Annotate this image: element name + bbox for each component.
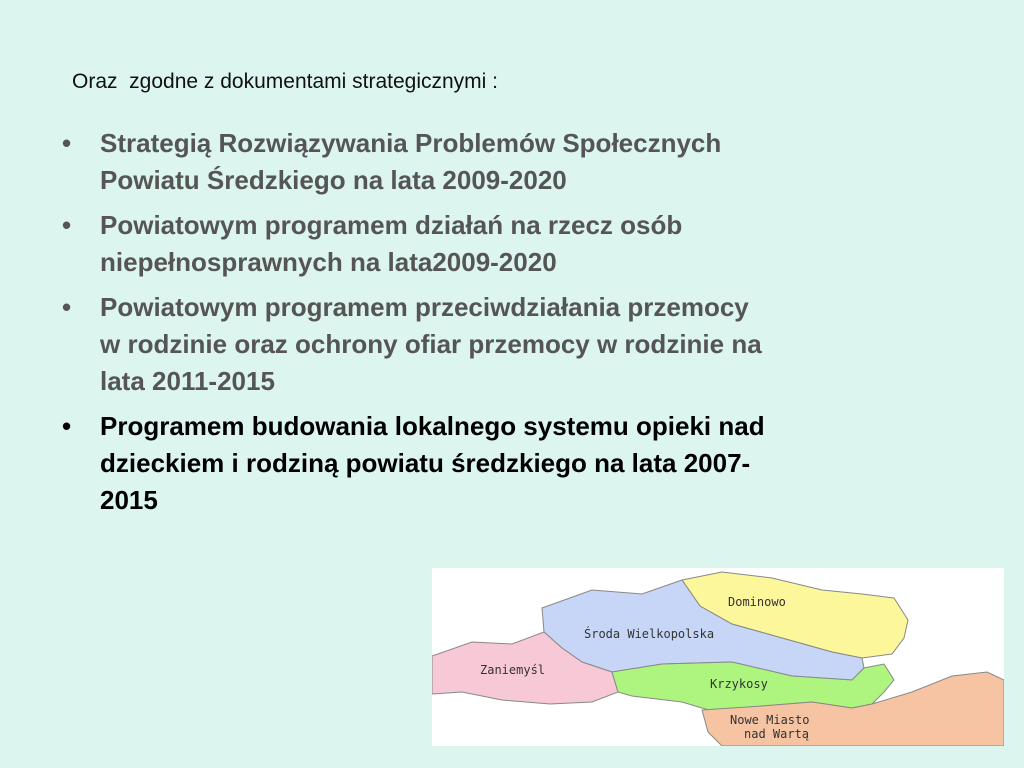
county-map	[432, 568, 1004, 746]
item-line: Powiatu Średzkiego na lata 2009-2020	[100, 165, 567, 195]
item-line: Powiatowym programem przeciwdziałania przemocy	[100, 292, 749, 322]
list-item	[62, 289, 982, 400]
item-line: w rodzinie oraz ochrony ofiar przemocy w rodzinie na	[100, 329, 762, 359]
item-line: Powiatowym programem działań na rzecz osób	[100, 210, 683, 240]
item-line: Programem budowania lokalnego systemu opieki nad	[100, 411, 765, 441]
bullet-list	[62, 125, 982, 527]
label-dominowo: Dominowo	[728, 595, 786, 609]
label-sroda: Środa Wielkopolska	[584, 627, 715, 641]
item-line: dzieckiem i rodziną powiatu średzkiego na lata 2007-	[100, 448, 751, 478]
item-line: 2015	[100, 485, 158, 515]
list-item	[62, 408, 982, 519]
list-item	[62, 207, 982, 281]
item-line: Strategią Rozwiązywania Problemów Społecznych	[100, 128, 722, 158]
county-map-svg	[432, 568, 1004, 746]
label-zaniemysl: Zaniemyśl	[480, 663, 546, 677]
label-nowe-miasto-2: nad Wartą	[744, 727, 810, 741]
item-line: lata 2011-2015	[100, 366, 275, 396]
label-krzykosy: Krzykosy	[710, 677, 768, 691]
intro-text: Oraz zgodne z dokumentami strategicznymi :	[72, 70, 499, 93]
label-nowe-miasto-1: Nowe Miasto	[730, 713, 810, 727]
list-item	[62, 125, 982, 199]
item-line: niepełnosprawnych na lata2009-2020	[100, 247, 557, 277]
